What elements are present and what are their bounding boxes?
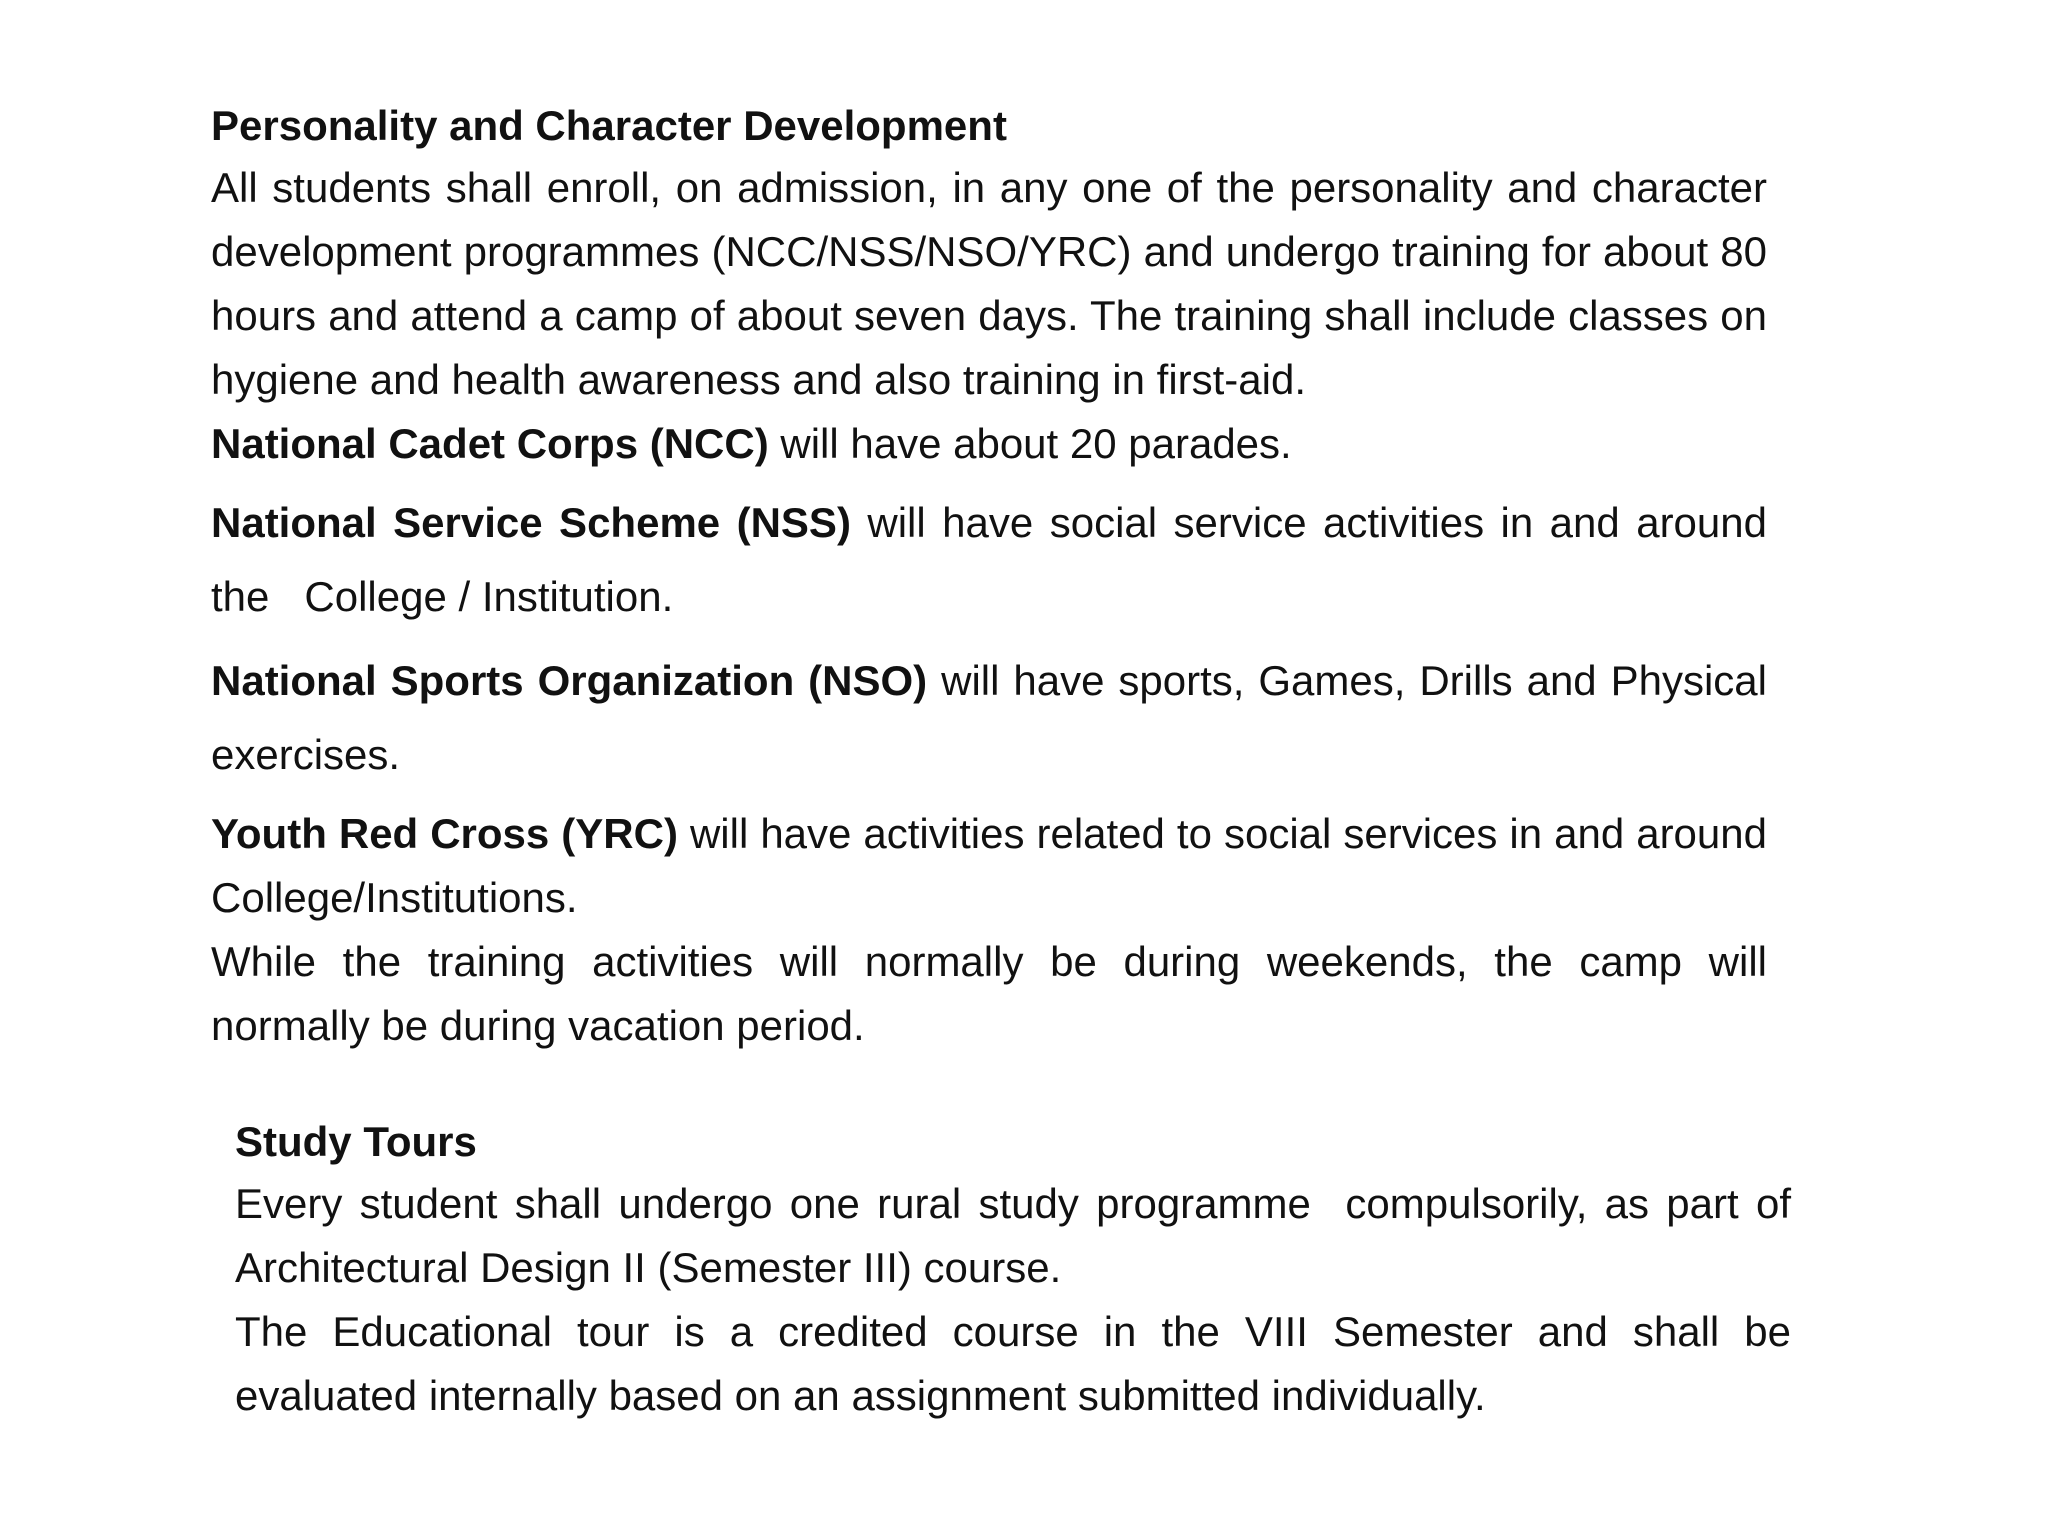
study-tours-heading: Study Tours <box>235 1118 477 1165</box>
nso-text: will have sports, Games, Drills and Physical exercises. <box>211 657 1767 778</box>
personality-heading: Personality and Character Development <box>211 102 1007 149</box>
yrc-text: will have activities related to social services in and around College/Institutions. <box>211 810 1767 921</box>
nss-paragraph <box>211 486 1779 634</box>
study-tours-para-1: Every student shall undergo one rural study programme compulsorily, as part of Architectural Design II (Semester III) course. <box>235 1180 1801 1291</box>
study-tours-para-2: The Educational tour is a credited course in the VIII Semester and shall be evaluated internally based on an assignment submitted individually. <box>235 1308 1791 1419</box>
nss-text: will have social service activities in and around the College / Institution. <box>211 499 1779 620</box>
yrc-term: Youth Red Cross (YRC) <box>211 810 678 857</box>
personality-section <box>211 96 1779 1058</box>
ncc-paragraph <box>211 412 1767 476</box>
nso-term: National Sports Organization (NSO) <box>211 657 928 704</box>
nss-term: National Service Scheme (NSS) <box>211 499 851 546</box>
personality-intro: All students shall enroll, on admission, in any one of the personality and character development programmes (NCC/NSS/NSO/YRC) and undergo training for about 80 hours and attend a camp of about seven days. The training shall include classes on hygiene and health awareness and also training in first-aid. <box>211 164 1767 403</box>
ncc-term: National Cadet Corps (NCC) <box>211 420 769 467</box>
nso-paragraph <box>211 644 1767 792</box>
yrc-paragraph <box>211 802 1767 930</box>
study-tours-section <box>235 1112 1801 1428</box>
ncc-text: will have about 20 parades. <box>768 420 1292 467</box>
closing-paragraph: While the training activities will normally be during weekends, the camp will normally be during vacation period. <box>211 938 1767 1049</box>
